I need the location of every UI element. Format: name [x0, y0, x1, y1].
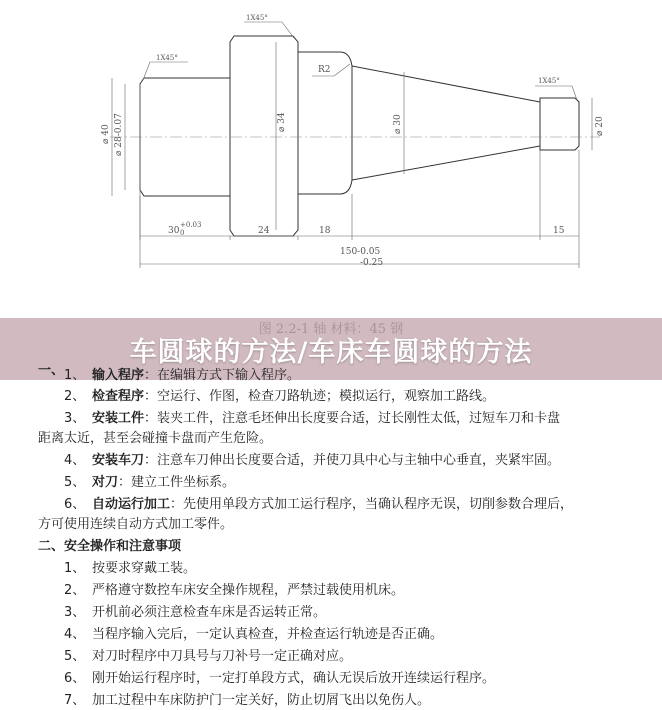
len-30-tol-lower: 0	[180, 229, 185, 237]
document-line	[64, 388, 495, 406]
line-text: ：在编辑方式下输入程序。	[144, 368, 301, 383]
line-number: 5、	[64, 649, 86, 664]
document-line	[38, 362, 64, 380]
step-label: 自动运行加工	[92, 497, 171, 512]
line-text: 刚开始运行程序时，一定打单段方式，确认无误后放开连续运行程序。	[92, 671, 496, 686]
line-number: 1、	[64, 368, 86, 383]
shaft-right-end	[540, 98, 579, 150]
document-line	[64, 410, 560, 428]
page-title: 车圆球的方法/车床车圆球的方法	[129, 336, 533, 368]
radius-dim: R2	[318, 65, 331, 75]
dia-28-dim: ⌀ 28-0.07	[114, 113, 124, 156]
len-15-dim: 15	[553, 226, 565, 236]
line-text: ：先使用单段方式加工运行程序，当确认程序无误，切削参数合理后，	[170, 497, 574, 512]
len-30-tol-upper: +0.03	[180, 221, 202, 229]
line-text: ：装夹工件，注意毛坯伸出长度要合适，过长刚性太低，过短车刀和卡盘	[144, 411, 561, 426]
document-line	[64, 560, 196, 578]
document-line	[64, 474, 235, 492]
line-text: ：空运行、作图，检查刀路轨迹；模拟运行，观察加工路线。	[144, 389, 496, 404]
dia-40-dim: ⌀ 40	[101, 124, 111, 144]
line-number: 3、	[64, 605, 86, 620]
line-text: ：注意车刀伸出长度要合适，并使刀具中心与主轴中心垂直，夹紧牢固。	[144, 453, 561, 468]
line-text: 方可使用连续自动方式加工零件。	[38, 517, 234, 532]
total-length-tol: -0.25	[360, 258, 384, 268]
len-30-dim: 30	[168, 226, 180, 236]
chamfer-left-dim: 1X45°	[156, 54, 178, 62]
step-label: 对刀	[92, 475, 119, 490]
line-text: 严格遵守数控车床安全操作规程，严禁过载使用机床。	[92, 583, 405, 598]
line-text: 加工过程中车床防护门一定关好，防止切屑飞出以免伤人。	[92, 693, 431, 708]
dia-20-dim: ⌀ 20	[595, 116, 605, 136]
shaft-collar	[230, 36, 298, 236]
chamfer-right-dim: 1X45°	[538, 77, 560, 85]
document-line	[64, 692, 430, 710]
shaft-drawing	[0, 0, 662, 320]
step-label: 输入程序	[92, 368, 145, 383]
line-text: 对刀时程序中刀具号与刀补号一定正确对应。	[92, 649, 353, 664]
document-line	[64, 626, 443, 644]
document-line	[64, 670, 495, 688]
section-heading: 二、安全操作和注意事项	[38, 539, 182, 554]
line-text: ：建立工件坐标系。	[118, 475, 236, 490]
line-number: 7、	[64, 693, 86, 708]
len-24-dim: 24	[258, 226, 270, 236]
document-line	[64, 496, 573, 514]
document-line	[64, 367, 300, 385]
line-text: 当程序输入完后，一定认真检查，并检查运行轨迹是否正确。	[92, 627, 444, 642]
step-label: 安装工件	[92, 411, 145, 426]
shaft-taper	[352, 66, 540, 180]
line-text: 距离太近，甚至会碰撞卡盘而产生危险。	[38, 431, 273, 446]
line-text: 开机前必须注意检查车床是否运转正常。	[92, 605, 327, 620]
line-number: 4、	[64, 453, 86, 468]
document-line	[64, 604, 326, 622]
document-line	[38, 538, 181, 556]
line-number: 2、	[64, 583, 86, 598]
dia-30-dim: ⌀ 30	[393, 114, 403, 134]
section-heading: 一、	[38, 363, 65, 378]
step-label: 检查程序	[92, 389, 145, 404]
chamfer-collar-dim: 1X45°	[246, 14, 268, 22]
line-number: 6、	[64, 497, 86, 512]
line-number: 1、	[64, 561, 86, 576]
line-number: 2、	[64, 389, 86, 404]
document-line	[38, 516, 233, 534]
len-18-dim: 18	[319, 226, 331, 236]
line-number: 6、	[64, 671, 86, 686]
step-label: 安装车刀	[92, 453, 145, 468]
total-length-dim: 150-0.05	[340, 247, 381, 257]
document-line	[64, 452, 560, 470]
line-number: 5、	[64, 475, 86, 490]
document-line	[64, 582, 404, 600]
document-line	[64, 648, 352, 666]
line-text: 按要求穿戴工装。	[92, 561, 197, 576]
document-line	[38, 430, 272, 448]
line-number: 4、	[64, 627, 86, 642]
line-number: 3、	[64, 411, 86, 426]
dia-34-dim: ⌀ 34	[277, 112, 287, 132]
